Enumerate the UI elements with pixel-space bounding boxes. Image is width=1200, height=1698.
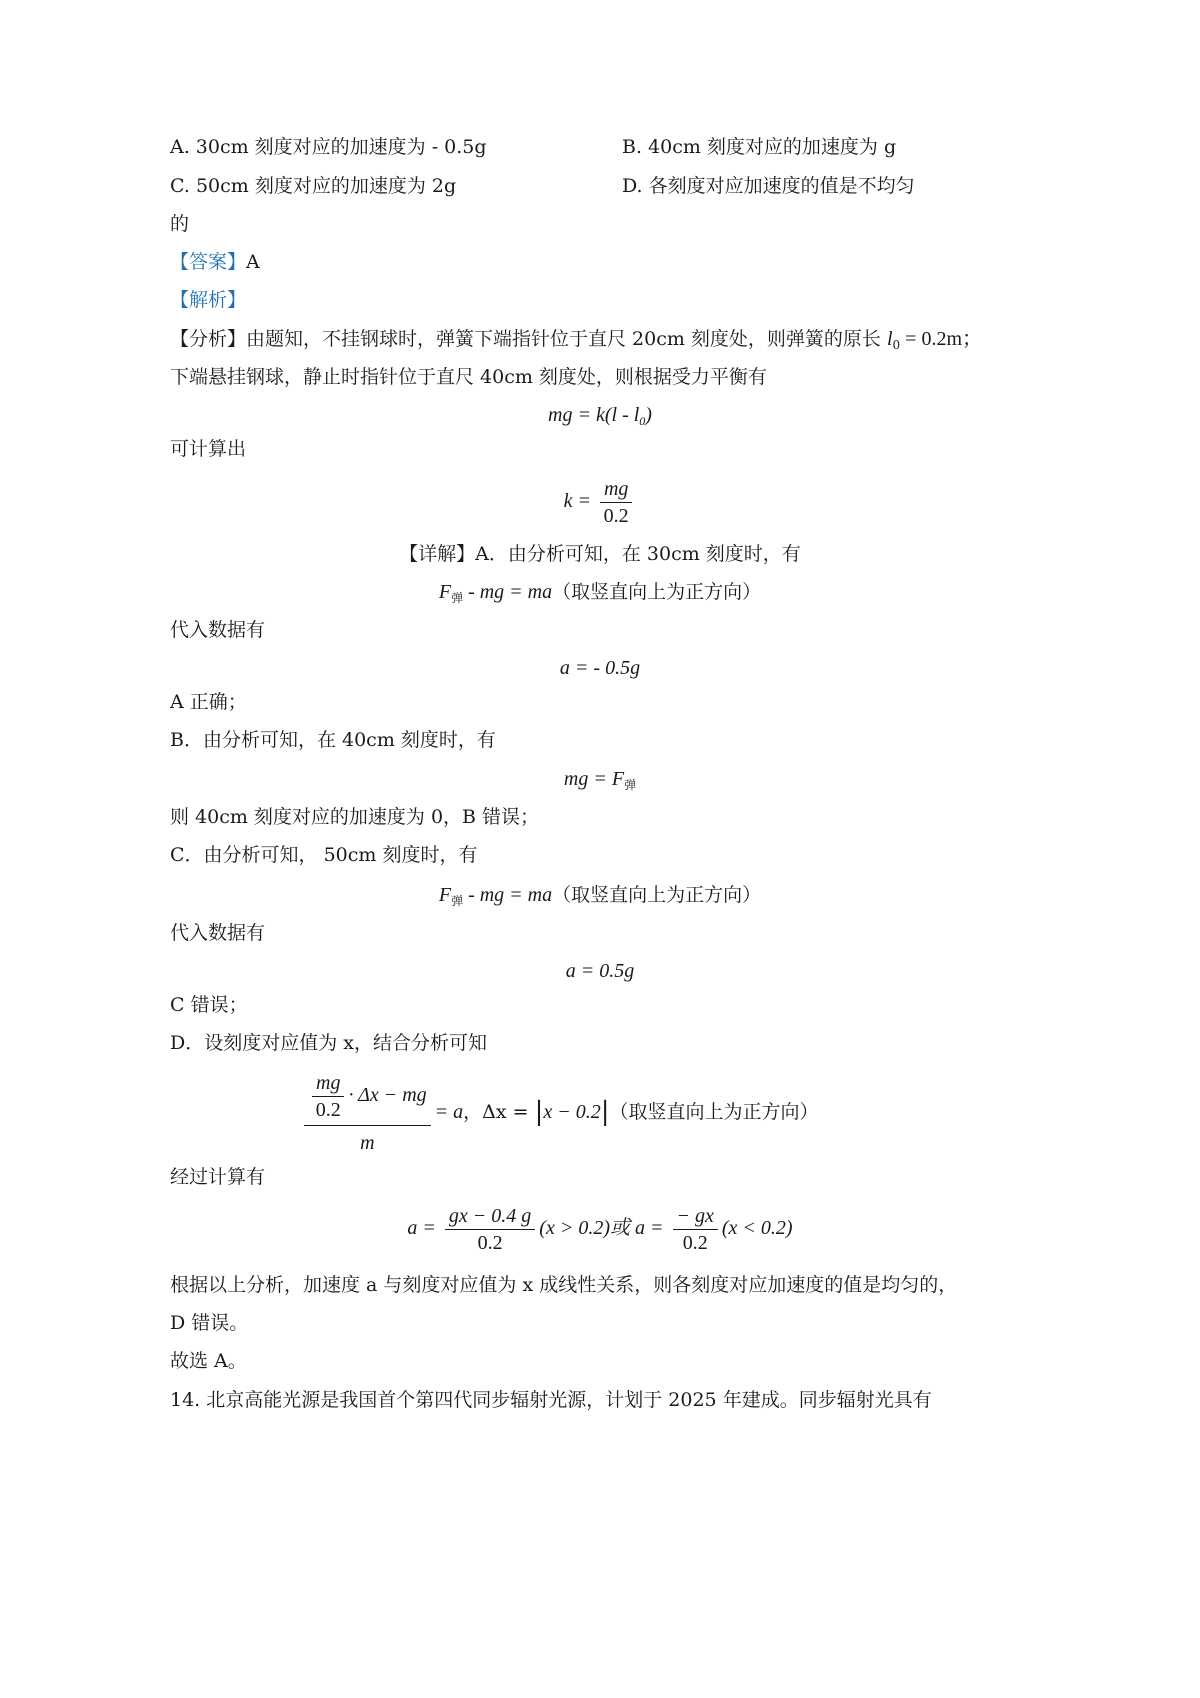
option-d: D. 各刻度对应加速度的值是不均匀	[622, 175, 915, 197]
equation-b: mg = $F_弹$	[563, 768, 637, 792]
conclusion-b: 则 40cm 刻度对应的加速度为 0，B 错误；	[170, 806, 540, 828]
conclusion-a: A 正确；	[170, 691, 247, 713]
final-choice: 故选 A。	[170, 1350, 247, 1372]
detail-header: 【详解】A．由分析可知，在 30cm 刻度时，有	[399, 543, 801, 565]
detail-c-line: C．由分析可知， 50cm 刻度时，有	[170, 844, 478, 866]
option-d-continuation: 的	[170, 213, 190, 235]
conclusion-c: C 错误；	[170, 994, 248, 1016]
option-c: C. 50cm 刻度对应的加速度为 2g	[170, 175, 457, 197]
equation-d: $\frac{mg}{0.2}$ · Δx − mg m = a，Δx = |x − 0.2|（取竖直向上为正方向）	[300, 1072, 819, 1154]
equation-equilibrium: mg = $k(l - l_0)$	[548, 404, 652, 428]
answer-line	[170, 250, 260, 274]
fraction-e-2: $\frac{- gx}{0.2}$	[673, 1205, 718, 1254]
option-b: B. 40cm 刻度对应的加速度为 g	[622, 136, 897, 158]
answer-value: A	[246, 251, 260, 273]
fraction-d: $\frac{mg}{0.2}$ · Δx − mg m	[304, 1072, 431, 1154]
analysis-line-3: 可计算出	[170, 438, 247, 460]
detail-b-line: B．由分析可知，在 40cm 刻度时，有	[170, 729, 496, 751]
analysis-line-2: 下端悬挂钢球，静止时指针位于直尺 40cm 刻度处，则根据受力平衡有	[170, 366, 767, 388]
summary-line: 根据以上分析，加速度 a 与刻度对应值为 x 成线性关系，则各刻度对应加速度的值是均匀的，	[170, 1274, 958, 1296]
substitute-line-a: 代入数据有	[170, 619, 266, 641]
fraction-d-inner: $\frac{mg}{0.2}$	[312, 1072, 344, 1121]
substitute-line-c: 代入数据有	[170, 922, 266, 944]
calc-line: 经过计算有	[170, 1166, 266, 1188]
conclusion-d: D 错误。	[170, 1312, 249, 1334]
fraction-k: $\frac{mg}{0.2}$	[600, 478, 632, 527]
fraction-e-1: $\frac{gx - 0.4 g}{0.2}$	[445, 1205, 535, 1254]
equation-k: k = $\frac{mg}{0.2}$	[0, 478, 1200, 527]
equation-c-force: $F_弹$ - mg = ma（取竖直向上为正方向）	[438, 884, 762, 908]
answer-label: 【答案】	[170, 251, 247, 273]
result-c: a = 0.5g	[565, 960, 635, 982]
option-a: A. 30cm 刻度对应的加速度为 - 0.5g	[170, 136, 487, 158]
detail-d-line: D．设刻度对应值为 x，结合分析可知	[170, 1032, 487, 1054]
equation-a-force: $F_弹$ - mg = ma（取竖直向上为正方向）	[438, 581, 762, 605]
analysis-header: 【解析】	[170, 289, 247, 311]
result-a: a = - 0.5g	[559, 657, 641, 679]
analysis-line-1: 【分析】由题知，不挂钢球时，弹簧下端指针位于直尺 20cm 刻度处，则弹簧的原长 $l_0 = 0.2m$；	[170, 328, 983, 352]
next-question: 14. 北京高能光源是我国首个第四代同步辐射光源，计划于 2025 年建成。同步辐射光具有	[170, 1389, 932, 1411]
equation-e: a = $\frac{gx - 0.4 g}{0.2}$ (x > 0.2)或 a = $\frac{- gx}{0.2}$ (x < 0.2)	[407, 1205, 793, 1254]
